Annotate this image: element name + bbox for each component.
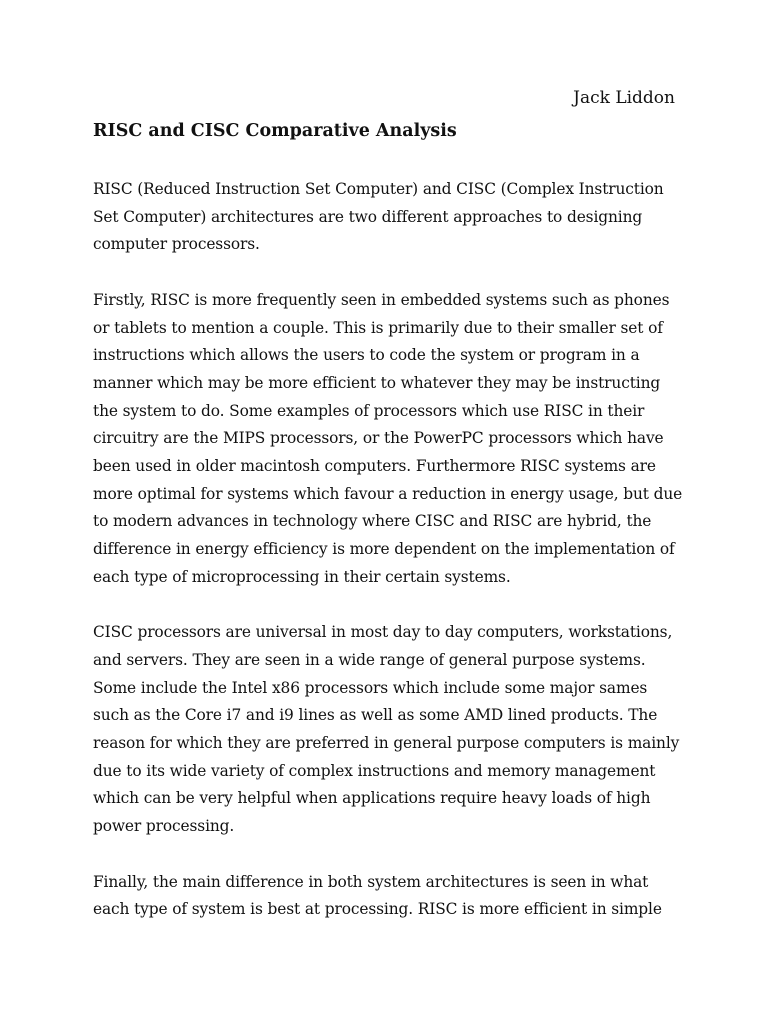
author-name: Jack Liddon: [573, 88, 675, 108]
paragraph-conclusion: Finally, the main difference in both system architectures is seen in what each type of system is best at processing. RISC is more efficient in simple: [93, 872, 662, 919]
paragraph-cisc: CISC processors are universal in most day to day computers, workstations, and servers. They are seen in a wide range of general purpose systems. Some include the Intel x86 processors which include some major sames such as the Core i7 and i9 lines as well as some AMD lined products. The reason for which they are preferred in general purpose computers is mainly due to its wide variety of complex instructions and memory management which can be very helpful when applications require heavy loads of high power processing.: [93, 623, 680, 836]
document-title: RISC and CISC Comparative Analysis: [93, 121, 457, 141]
paragraph-intro: RISC (Reduced Instruction Set Computer) and CISC (Complex Instruction Set Computer) architectures are two different approaches to designing computer processors.: [93, 180, 664, 254]
paragraph-risc: Firstly, RISC is more frequently seen in embedded systems such as phones or tablets to mention a couple. This is primarily due to their smaller set of instructions which allows the users to code the system or program in a manner which may be more efficient to whatever they may be instructing the system to do. Some examples of processors which use RISC in their circuitry are the MIPS processors, or the PowerPC processors which have been used in older macintosh computers. Furthermore RISC systems are more optimal for systems which favour a reduction in energy usage, but due to modern advances in technology where CISC and RISC are hybrid, the difference in energy efficiency is more dependent on the implementation of each type of microprocessing in their certain systems.: [93, 290, 683, 586]
document-body: [93, 176, 683, 952]
